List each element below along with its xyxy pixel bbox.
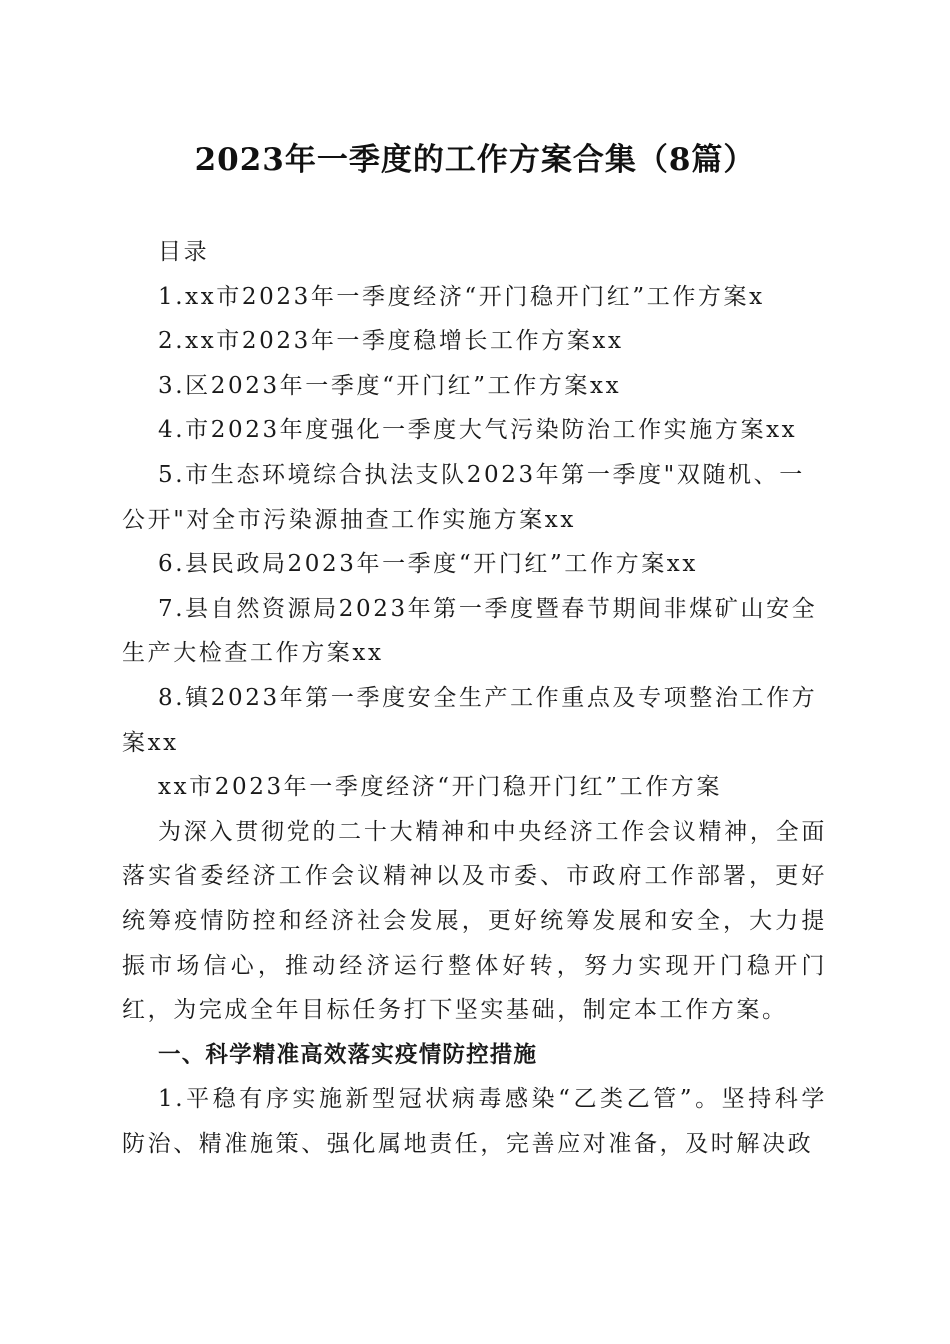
document-body: [122, 230, 827, 1166]
toc-item-8: 8.镇2023年第一季度安全生产工作重点及专项整治工作方案xx: [122, 684, 818, 756]
toc-item-5: 5.市生态环境综合执法支队2023年第一季度"双随机、一公开"对全市污染源抽查工作实施方案xx: [122, 461, 805, 533]
toc-item-1: 1.xx市2023年一季度经济“开门稳开门红”工作方案x: [158, 283, 765, 310]
toc-item-4: 4.市2023年度强化一季度大气污染防治工作实施方案xx: [158, 417, 798, 444]
toc-item-3: 3.区2023年一季度“开门红”工作方案xx: [158, 372, 622, 399]
section-title: xx市2023年一季度经济“开门稳开门红”工作方案: [158, 774, 722, 801]
intro-paragraph: 为深入贯彻党的二十大精神和中央经济工作会议精神，全面落实省委经济工作会议精神以及市委、市政府工作部署，更好统筹疫情防控和经济社会发展，更好统筹发展和安全，大力提振市场信心，推动经济运行整体好转，努力实现开门稳开门红，为完成全年目标任务打下坚实基础，制定本工作方案。: [122, 818, 827, 1024]
toc-item-6: 6.县民政局2023年一季度“开门红”工作方案xx: [158, 551, 698, 578]
item-1-paragraph: 1.平稳有序实施新型冠状病毒感染“乙类乙管”。坚持科学防治、精准施策、强化属地责任，完善应对准备，及时解决政: [122, 1086, 827, 1157]
toc-item-7: 7.县自然资源局2023年第一季度暨春节期间非煤矿山安全生产大检查工作方案xx: [122, 595, 818, 667]
heading-1: 一、科学精准高效落实疫情防控措施: [158, 1041, 538, 1068]
toc-heading: 目录: [158, 239, 210, 265]
toc-item-2: 2.xx市2023年一季度稳增长工作方案xx: [158, 328, 624, 355]
document-title: 2023年一季度的工作方案合集（8篇）: [194, 142, 756, 178]
